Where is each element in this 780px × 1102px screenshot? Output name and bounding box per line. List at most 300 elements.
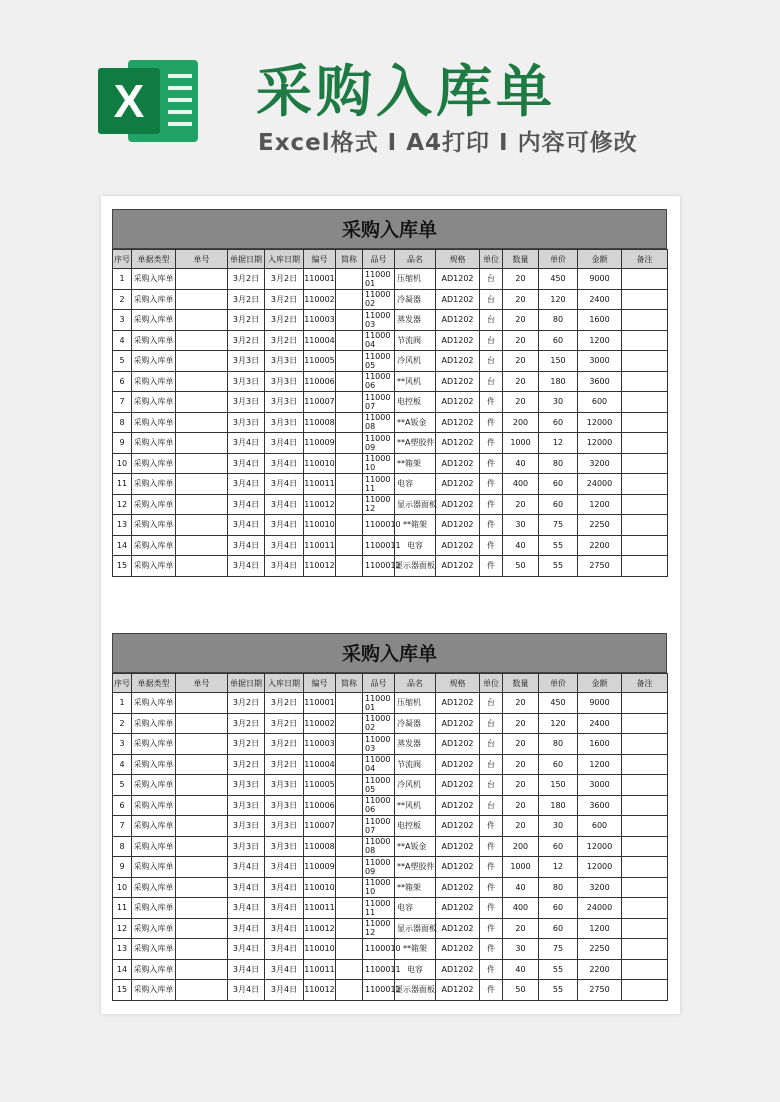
col-code[interactable]: 110012 bbox=[304, 494, 336, 515]
col-abbr[interactable] bbox=[336, 269, 363, 290]
col-qty[interactable]: 400 bbox=[503, 474, 539, 495]
col-name[interactable]: 电控板 bbox=[395, 392, 436, 413]
col-pno[interactable]: 1100012 bbox=[363, 918, 395, 939]
col-type[interactable]: 采购入库单 bbox=[132, 412, 176, 433]
col-spec[interactable]: AD1202 bbox=[436, 836, 480, 857]
col-in-date[interactable]: 3月2日 bbox=[265, 734, 304, 755]
col-code[interactable]: 110007 bbox=[304, 392, 336, 413]
col-code[interactable]: 110001 bbox=[304, 269, 336, 290]
col-amount[interactable]: 3200 bbox=[578, 453, 622, 474]
col-code[interactable]: 110008 bbox=[304, 836, 336, 857]
col-spec[interactable]: AD1202 bbox=[436, 351, 480, 372]
col-order[interactable] bbox=[176, 453, 228, 474]
col-code[interactable]: 110012 bbox=[304, 918, 336, 939]
col-note[interactable] bbox=[622, 816, 668, 837]
col-spec[interactable]: AD1202 bbox=[436, 939, 480, 960]
col-no[interactable]: 2 bbox=[113, 713, 132, 734]
col-price[interactable]: 80 bbox=[539, 734, 578, 755]
col-code[interactable]: 110009 bbox=[304, 857, 336, 878]
col-unit[interactable]: 件 bbox=[480, 980, 503, 1001]
col-price[interactable]: 55 bbox=[539, 556, 578, 577]
col-qty[interactable]: 20 bbox=[503, 310, 539, 331]
col-note[interactable] bbox=[622, 330, 668, 351]
col-no[interactable]: 7 bbox=[113, 392, 132, 413]
col-unit[interactable]: 台 bbox=[480, 775, 503, 796]
col-order[interactable] bbox=[176, 734, 228, 755]
col-no[interactable]: 6 bbox=[113, 371, 132, 392]
col-no[interactable]: 3 bbox=[113, 310, 132, 331]
col-in-date[interactable]: 3月2日 bbox=[265, 310, 304, 331]
col-order[interactable] bbox=[176, 412, 228, 433]
col-date[interactable]: 3月2日 bbox=[228, 289, 265, 310]
col-pno[interactable]: 1100011 bbox=[363, 898, 395, 919]
col-abbr[interactable] bbox=[336, 939, 363, 960]
col-no[interactable]: 12 bbox=[113, 918, 132, 939]
col-pno[interactable]: 1100009 bbox=[363, 857, 395, 878]
col-qty[interactable]: 20 bbox=[503, 289, 539, 310]
col-name[interactable]: **箱架 bbox=[395, 939, 436, 960]
col-note[interactable] bbox=[622, 474, 668, 495]
col-pno[interactable]: 1100002 bbox=[363, 289, 395, 310]
col-unit[interactable]: 台 bbox=[480, 713, 503, 734]
col-order[interactable] bbox=[176, 289, 228, 310]
col-code[interactable]: 110011 bbox=[304, 474, 336, 495]
col-unit[interactable]: 台 bbox=[480, 330, 503, 351]
col-in-date[interactable]: 3月3日 bbox=[265, 392, 304, 413]
col-order[interactable] bbox=[176, 898, 228, 919]
col-type[interactable]: 采购入库单 bbox=[132, 351, 176, 372]
col-unit[interactable]: 件 bbox=[480, 939, 503, 960]
col-name[interactable]: **箱架 bbox=[395, 453, 436, 474]
col-unit[interactable]: 台 bbox=[480, 269, 503, 290]
col-order[interactable] bbox=[176, 515, 228, 536]
col-spec[interactable]: AD1202 bbox=[436, 734, 480, 755]
col-in-date[interactable]: 3月2日 bbox=[265, 330, 304, 351]
col-name[interactable]: 冷凝器 bbox=[395, 713, 436, 734]
col-pno[interactable]: 1100012 bbox=[363, 980, 395, 1001]
col-amount[interactable]: 2250 bbox=[578, 939, 622, 960]
col-in-date[interactable]: 3月2日 bbox=[265, 754, 304, 775]
col-name[interactable]: **A塑胶件 bbox=[395, 433, 436, 454]
col-unit[interactable]: 台 bbox=[480, 734, 503, 755]
col-in-date[interactable]: 3月3日 bbox=[265, 816, 304, 837]
col-name[interactable]: 电容 bbox=[395, 474, 436, 495]
col-no[interactable]: 1 bbox=[113, 693, 132, 714]
col-pno[interactable]: 1100005 bbox=[363, 775, 395, 796]
col-amount[interactable]: 600 bbox=[578, 392, 622, 413]
col-spec[interactable]: AD1202 bbox=[436, 857, 480, 878]
col-price[interactable]: 150 bbox=[539, 775, 578, 796]
col-price[interactable]: 60 bbox=[539, 330, 578, 351]
col-amount[interactable]: 1200 bbox=[578, 918, 622, 939]
col-name[interactable]: 电容 bbox=[395, 535, 436, 556]
col-price[interactable]: 55 bbox=[539, 980, 578, 1001]
col-qty[interactable]: 20 bbox=[503, 754, 539, 775]
col-price[interactable]: 450 bbox=[539, 269, 578, 290]
col-abbr[interactable] bbox=[336, 836, 363, 857]
col-no[interactable]: 13 bbox=[113, 515, 132, 536]
col-qty[interactable]: 40 bbox=[503, 535, 539, 556]
col-no[interactable]: 10 bbox=[113, 453, 132, 474]
col-unit[interactable]: 件 bbox=[480, 556, 503, 577]
col-qty[interactable]: 50 bbox=[503, 980, 539, 1001]
col-spec[interactable]: AD1202 bbox=[436, 371, 480, 392]
col-unit[interactable]: 件 bbox=[480, 857, 503, 878]
col-in-date[interactable]: 3月4日 bbox=[265, 980, 304, 1001]
col-date[interactable]: 3月3日 bbox=[228, 412, 265, 433]
col-in-date[interactable]: 3月4日 bbox=[265, 877, 304, 898]
col-no[interactable]: 8 bbox=[113, 412, 132, 433]
col-abbr[interactable] bbox=[336, 734, 363, 755]
col-date[interactable]: 3月2日 bbox=[228, 310, 265, 331]
col-pno[interactable]: 1100011 bbox=[363, 474, 395, 495]
col-qty[interactable]: 20 bbox=[503, 693, 539, 714]
col-qty[interactable]: 400 bbox=[503, 898, 539, 919]
col-spec[interactable]: AD1202 bbox=[436, 980, 480, 1001]
col-note[interactable] bbox=[622, 918, 668, 939]
col-type[interactable]: 采购入库单 bbox=[132, 877, 176, 898]
col-name[interactable]: 压缩机 bbox=[395, 693, 436, 714]
col-in-date[interactable]: 3月2日 bbox=[265, 289, 304, 310]
col-pno[interactable]: 1100003 bbox=[363, 734, 395, 755]
col-in-date[interactable]: 3月4日 bbox=[265, 515, 304, 536]
col-no[interactable]: 3 bbox=[113, 734, 132, 755]
col-code[interactable]: 110004 bbox=[304, 754, 336, 775]
col-name[interactable]: 电容 bbox=[395, 959, 436, 980]
col-no[interactable]: 4 bbox=[113, 330, 132, 351]
col-in-date[interactable]: 3月4日 bbox=[265, 556, 304, 577]
col-pno[interactable]: 1100006 bbox=[363, 795, 395, 816]
col-spec[interactable]: AD1202 bbox=[436, 775, 480, 796]
col-note[interactable] bbox=[622, 453, 668, 474]
col-price[interactable]: 180 bbox=[539, 795, 578, 816]
col-type[interactable]: 采购入库单 bbox=[132, 795, 176, 816]
col-amount[interactable]: 3600 bbox=[578, 371, 622, 392]
col-abbr[interactable] bbox=[336, 713, 363, 734]
col-unit[interactable]: 件 bbox=[480, 836, 503, 857]
col-spec[interactable]: AD1202 bbox=[436, 412, 480, 433]
col-note[interactable] bbox=[622, 775, 668, 796]
col-type[interactable]: 采购入库单 bbox=[132, 693, 176, 714]
col-code[interactable]: 110006 bbox=[304, 795, 336, 816]
col-pno[interactable]: 1100004 bbox=[363, 754, 395, 775]
col-date[interactable]: 3月3日 bbox=[228, 816, 265, 837]
col-price[interactable]: 150 bbox=[539, 351, 578, 372]
col-price[interactable]: 60 bbox=[539, 754, 578, 775]
col-type[interactable]: 采购入库单 bbox=[132, 980, 176, 1001]
col-unit[interactable]: 台 bbox=[480, 310, 503, 331]
col-type[interactable]: 采购入库单 bbox=[132, 734, 176, 755]
col-order[interactable] bbox=[176, 754, 228, 775]
col-no[interactable]: 12 bbox=[113, 494, 132, 515]
col-order[interactable] bbox=[176, 775, 228, 796]
col-qty[interactable]: 20 bbox=[503, 269, 539, 290]
col-in-date[interactable]: 3月3日 bbox=[265, 836, 304, 857]
col-spec[interactable]: AD1202 bbox=[436, 515, 480, 536]
col-code[interactable]: 110010 bbox=[304, 515, 336, 536]
col-amount[interactable]: 12000 bbox=[578, 836, 622, 857]
col-note[interactable] bbox=[622, 754, 668, 775]
col-name[interactable]: 冷风机 bbox=[395, 775, 436, 796]
col-note[interactable] bbox=[622, 515, 668, 536]
col-note[interactable] bbox=[622, 795, 668, 816]
col-no[interactable]: 8 bbox=[113, 836, 132, 857]
col-in-date[interactable]: 3月4日 bbox=[265, 474, 304, 495]
col-type[interactable]: 采购入库单 bbox=[132, 754, 176, 775]
col-date[interactable]: 3月3日 bbox=[228, 392, 265, 413]
col-abbr[interactable] bbox=[336, 693, 363, 714]
col-code[interactable]: 110001 bbox=[304, 693, 336, 714]
col-unit[interactable]: 件 bbox=[480, 474, 503, 495]
col-date[interactable]: 3月4日 bbox=[228, 433, 265, 454]
col-pno[interactable]: 1100011 bbox=[363, 535, 395, 556]
col-abbr[interactable] bbox=[336, 898, 363, 919]
col-date[interactable]: 3月2日 bbox=[228, 754, 265, 775]
col-abbr[interactable] bbox=[336, 816, 363, 837]
col-abbr[interactable] bbox=[336, 980, 363, 1001]
col-in-date[interactable]: 3月4日 bbox=[265, 918, 304, 939]
col-unit[interactable]: 台 bbox=[480, 371, 503, 392]
col-qty[interactable]: 40 bbox=[503, 877, 539, 898]
col-name[interactable]: **A钣金 bbox=[395, 412, 436, 433]
col-in-date[interactable]: 3月4日 bbox=[265, 453, 304, 474]
col-pno[interactable]: 1100007 bbox=[363, 392, 395, 413]
col-type[interactable]: 采购入库单 bbox=[132, 816, 176, 837]
col-spec[interactable]: AD1202 bbox=[436, 392, 480, 413]
col-unit[interactable]: 件 bbox=[480, 898, 503, 919]
col-name[interactable]: 蒸发器 bbox=[395, 734, 436, 755]
col-code[interactable]: 110010 bbox=[304, 877, 336, 898]
col-price[interactable]: 80 bbox=[539, 877, 578, 898]
col-pno[interactable]: 1100007 bbox=[363, 816, 395, 837]
col-amount[interactable]: 1600 bbox=[578, 310, 622, 331]
col-abbr[interactable] bbox=[336, 330, 363, 351]
col-amount[interactable]: 600 bbox=[578, 816, 622, 837]
col-code[interactable]: 110003 bbox=[304, 310, 336, 331]
col-pno[interactable]: 1100010 bbox=[363, 939, 395, 960]
col-amount[interactable]: 12000 bbox=[578, 857, 622, 878]
col-spec[interactable]: AD1202 bbox=[436, 433, 480, 454]
col-pno[interactable]: 1100012 bbox=[363, 556, 395, 577]
col-qty[interactable]: 20 bbox=[503, 392, 539, 413]
col-qty[interactable]: 20 bbox=[503, 775, 539, 796]
col-note[interactable] bbox=[622, 857, 668, 878]
col-no[interactable]: 15 bbox=[113, 556, 132, 577]
col-type[interactable]: 采购入库单 bbox=[132, 453, 176, 474]
col-abbr[interactable] bbox=[336, 289, 363, 310]
col-order[interactable] bbox=[176, 816, 228, 837]
col-no[interactable]: 1 bbox=[113, 269, 132, 290]
col-price[interactable]: 75 bbox=[539, 939, 578, 960]
col-order[interactable] bbox=[176, 330, 228, 351]
col-unit[interactable]: 台 bbox=[480, 754, 503, 775]
col-type[interactable]: 采购入库单 bbox=[132, 857, 176, 878]
col-amount[interactable]: 3000 bbox=[578, 351, 622, 372]
col-order[interactable] bbox=[176, 857, 228, 878]
col-price[interactable]: 30 bbox=[539, 816, 578, 837]
col-price[interactable]: 75 bbox=[539, 515, 578, 536]
col-type[interactable]: 采购入库单 bbox=[132, 269, 176, 290]
col-code[interactable]: 110009 bbox=[304, 433, 336, 454]
col-amount[interactable]: 12000 bbox=[578, 433, 622, 454]
col-code[interactable]: 110011 bbox=[304, 898, 336, 919]
col-pno[interactable]: 1100004 bbox=[363, 330, 395, 351]
col-unit[interactable]: 件 bbox=[480, 433, 503, 454]
col-in-date[interactable]: 3月3日 bbox=[265, 371, 304, 392]
col-unit[interactable]: 件 bbox=[480, 453, 503, 474]
col-in-date[interactable]: 3月3日 bbox=[265, 351, 304, 372]
col-note[interactable] bbox=[622, 289, 668, 310]
col-qty[interactable]: 1000 bbox=[503, 857, 539, 878]
col-code[interactable]: 110011 bbox=[304, 535, 336, 556]
col-name[interactable]: 电容 bbox=[395, 898, 436, 919]
col-spec[interactable]: AD1202 bbox=[436, 556, 480, 577]
col-type[interactable]: 采购入库单 bbox=[132, 371, 176, 392]
col-type[interactable]: 采购入库单 bbox=[132, 515, 176, 536]
col-pno[interactable]: 1100009 bbox=[363, 433, 395, 454]
col-abbr[interactable] bbox=[336, 857, 363, 878]
col-no[interactable]: 14 bbox=[113, 535, 132, 556]
col-price[interactable]: 60 bbox=[539, 412, 578, 433]
col-name[interactable]: **A钣金 bbox=[395, 836, 436, 857]
col-type[interactable]: 采购入库单 bbox=[132, 474, 176, 495]
col-amount[interactable]: 2400 bbox=[578, 289, 622, 310]
col-code[interactable]: 110007 bbox=[304, 816, 336, 837]
col-pno[interactable]: 1100010 bbox=[363, 877, 395, 898]
col-order[interactable] bbox=[176, 980, 228, 1001]
col-note[interactable] bbox=[622, 535, 668, 556]
col-unit[interactable]: 件 bbox=[480, 959, 503, 980]
col-pno[interactable]: 1100011 bbox=[363, 959, 395, 980]
col-date[interactable]: 3月2日 bbox=[228, 693, 265, 714]
col-name[interactable]: **风机 bbox=[395, 795, 436, 816]
col-type[interactable]: 采购入库单 bbox=[132, 310, 176, 331]
col-unit[interactable]: 台 bbox=[480, 795, 503, 816]
col-spec[interactable]: AD1202 bbox=[436, 898, 480, 919]
col-abbr[interactable] bbox=[336, 494, 363, 515]
col-amount[interactable]: 2200 bbox=[578, 535, 622, 556]
col-spec[interactable]: AD1202 bbox=[436, 494, 480, 515]
col-date[interactable]: 3月4日 bbox=[228, 959, 265, 980]
col-abbr[interactable] bbox=[336, 959, 363, 980]
col-no[interactable]: 2 bbox=[113, 289, 132, 310]
col-pno[interactable]: 1100001 bbox=[363, 693, 395, 714]
col-note[interactable] bbox=[622, 310, 668, 331]
col-in-date[interactable]: 3月4日 bbox=[265, 959, 304, 980]
col-pno[interactable]: 1100001 bbox=[363, 269, 395, 290]
col-price[interactable]: 180 bbox=[539, 371, 578, 392]
col-name[interactable]: **箱架 bbox=[395, 515, 436, 536]
col-note[interactable] bbox=[622, 556, 668, 577]
col-qty[interactable]: 30 bbox=[503, 515, 539, 536]
col-name[interactable]: **风机 bbox=[395, 371, 436, 392]
col-amount[interactable]: 1600 bbox=[578, 734, 622, 755]
col-abbr[interactable] bbox=[336, 535, 363, 556]
col-order[interactable] bbox=[176, 433, 228, 454]
col-type[interactable]: 采购入库单 bbox=[132, 494, 176, 515]
col-type[interactable]: 采购入库单 bbox=[132, 836, 176, 857]
col-pno[interactable]: 1100003 bbox=[363, 310, 395, 331]
col-note[interactable] bbox=[622, 351, 668, 372]
col-spec[interactable]: AD1202 bbox=[436, 310, 480, 331]
col-amount[interactable]: 2200 bbox=[578, 959, 622, 980]
col-abbr[interactable] bbox=[336, 433, 363, 454]
col-type[interactable]: 采购入库单 bbox=[132, 898, 176, 919]
col-note[interactable] bbox=[622, 693, 668, 714]
col-type[interactable]: 采购入库单 bbox=[132, 535, 176, 556]
col-unit[interactable]: 件 bbox=[480, 877, 503, 898]
col-date[interactable]: 3月3日 bbox=[228, 371, 265, 392]
col-note[interactable] bbox=[622, 433, 668, 454]
col-date[interactable]: 3月4日 bbox=[228, 494, 265, 515]
col-qty[interactable]: 50 bbox=[503, 556, 539, 577]
col-type[interactable]: 采购入库单 bbox=[132, 392, 176, 413]
col-type[interactable]: 采购入库单 bbox=[132, 433, 176, 454]
col-name[interactable]: 节流阀 bbox=[395, 330, 436, 351]
col-name[interactable]: 显示器面板 bbox=[395, 980, 436, 1001]
col-order[interactable] bbox=[176, 959, 228, 980]
col-no[interactable]: 9 bbox=[113, 857, 132, 878]
col-date[interactable]: 3月4日 bbox=[228, 515, 265, 536]
col-qty[interactable]: 30 bbox=[503, 939, 539, 960]
col-amount[interactable]: 24000 bbox=[578, 898, 622, 919]
col-order[interactable] bbox=[176, 310, 228, 331]
col-order[interactable] bbox=[176, 494, 228, 515]
col-spec[interactable]: AD1202 bbox=[436, 474, 480, 495]
col-unit[interactable]: 台 bbox=[480, 351, 503, 372]
col-name[interactable]: **A塑胶件 bbox=[395, 857, 436, 878]
col-price[interactable]: 450 bbox=[539, 693, 578, 714]
col-amount[interactable]: 2400 bbox=[578, 713, 622, 734]
col-type[interactable]: 采购入库单 bbox=[132, 939, 176, 960]
col-amount[interactable]: 3000 bbox=[578, 775, 622, 796]
col-order[interactable] bbox=[176, 877, 228, 898]
col-unit[interactable]: 件 bbox=[480, 392, 503, 413]
col-unit[interactable]: 件 bbox=[480, 494, 503, 515]
col-pno[interactable]: 1100006 bbox=[363, 371, 395, 392]
col-code[interactable]: 110011 bbox=[304, 959, 336, 980]
col-date[interactable]: 3月4日 bbox=[228, 898, 265, 919]
col-pno[interactable]: 1100008 bbox=[363, 412, 395, 433]
col-order[interactable] bbox=[176, 939, 228, 960]
col-qty[interactable]: 20 bbox=[503, 816, 539, 837]
col-price[interactable]: 60 bbox=[539, 918, 578, 939]
col-note[interactable] bbox=[622, 392, 668, 413]
col-code[interactable]: 110002 bbox=[304, 713, 336, 734]
col-type[interactable]: 采购入库单 bbox=[132, 713, 176, 734]
col-amount[interactable]: 2750 bbox=[578, 980, 622, 1001]
col-abbr[interactable] bbox=[336, 515, 363, 536]
col-in-date[interactable]: 3月3日 bbox=[265, 775, 304, 796]
col-note[interactable] bbox=[622, 412, 668, 433]
col-in-date[interactable]: 3月3日 bbox=[265, 412, 304, 433]
col-amount[interactable]: 2750 bbox=[578, 556, 622, 577]
col-amount[interactable]: 9000 bbox=[578, 693, 622, 714]
col-type[interactable]: 采购入库单 bbox=[132, 959, 176, 980]
col-note[interactable] bbox=[622, 371, 668, 392]
col-abbr[interactable] bbox=[336, 371, 363, 392]
col-date[interactable]: 3月2日 bbox=[228, 330, 265, 351]
col-in-date[interactable]: 3月2日 bbox=[265, 693, 304, 714]
col-code[interactable]: 110008 bbox=[304, 412, 336, 433]
col-amount[interactable]: 24000 bbox=[578, 474, 622, 495]
col-qty[interactable]: 20 bbox=[503, 371, 539, 392]
col-qty[interactable]: 20 bbox=[503, 795, 539, 816]
col-code[interactable]: 110006 bbox=[304, 371, 336, 392]
col-price[interactable]: 60 bbox=[539, 494, 578, 515]
col-type[interactable]: 采购入库单 bbox=[132, 775, 176, 796]
col-date[interactable]: 3月4日 bbox=[228, 453, 265, 474]
